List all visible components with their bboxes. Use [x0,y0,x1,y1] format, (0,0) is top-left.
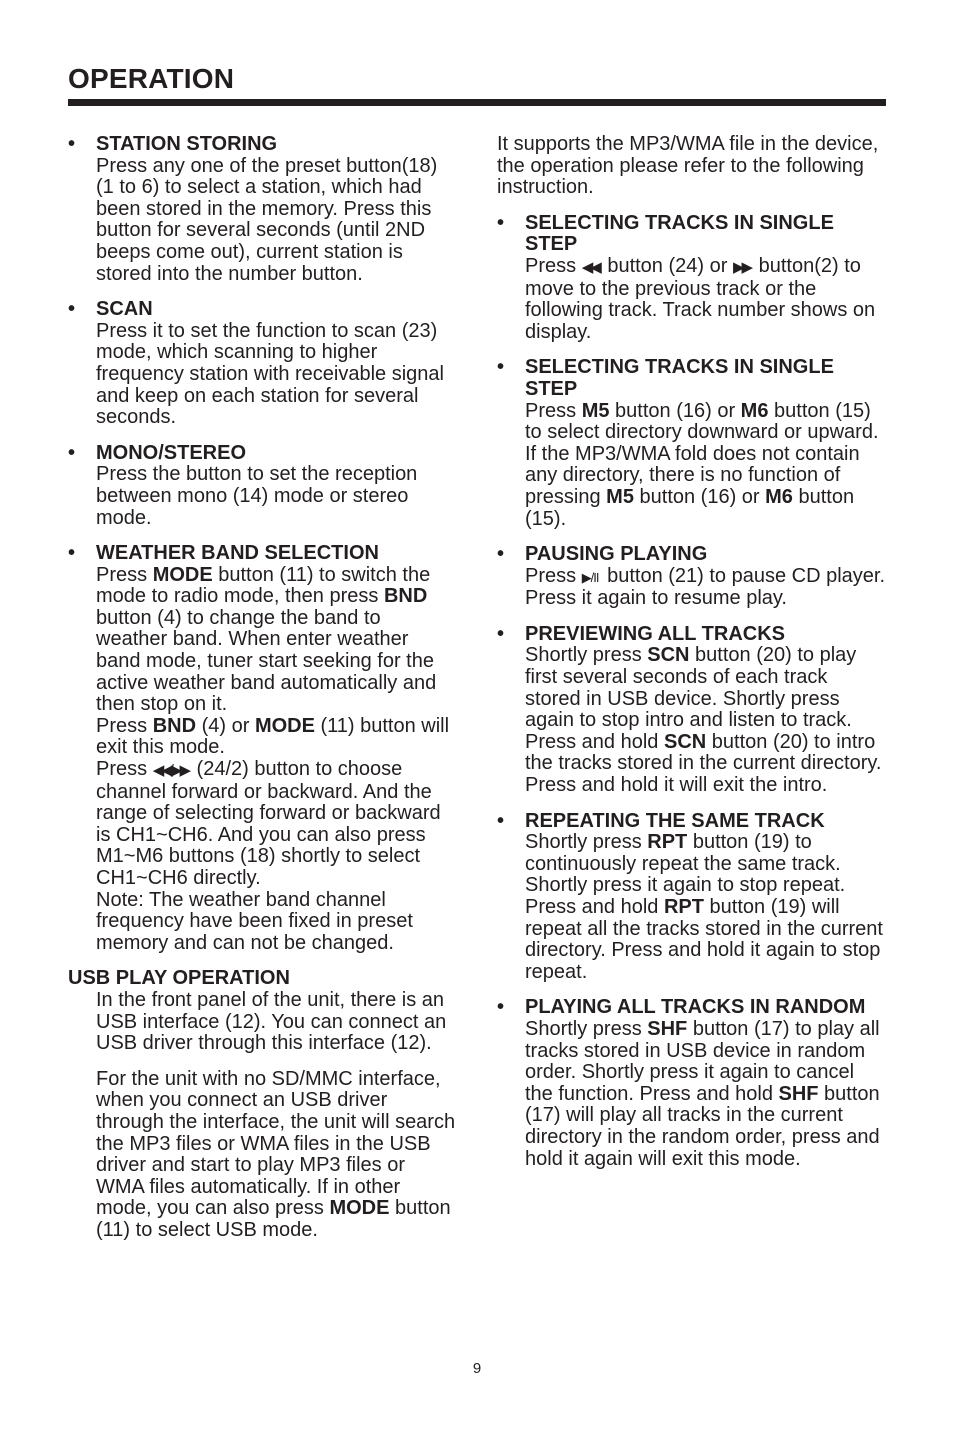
section-body: Press ▶/II button (21) to pause CD player. Press it again to resume play. [525,564,886,610]
section-body: Shortly press SCN button (20) to play first several seconds of each track stored in USB device. Shortly press again to stop intro and listen to track. Press and hold SCN button (20) to intro the tracks stored in the current directory. Press and hold it will exit the intro. [525,644,882,797]
section-body: Press it to set the function to scan (23) mode, which scanning to higher frequency station with receivable signal and keep on each station for several seconds. [96,319,444,429]
bullet-icon: • [68,542,76,565]
page-number: 9 [472,1360,482,1377]
bullet-icon: • [497,211,505,234]
mp3-intro: It supports the MP3/WMA file in the device, the operation please refer to the following instruction. [497,133,879,199]
bullet-icon: • [497,622,505,645]
section-heading: STATION STORING [96,133,278,155]
bullet-icon: • [497,809,505,832]
usb-paragraph-2: For the unit with no SD/MMC interface, when you connect an USB driver through the interface, the unit will search the MP3 files or WMA files in the USB driver and start to play MP3 files or WMA files automatically. If in other mode, you can also press MODE button (11) to select USB mode. [96,1067,456,1241]
section-body: Press any one of the preset button(18) (1 to 6) to select a station, which had been stored in the memory. Press this button for several seconds (until 2ND beeps come out), current station is stored into the number button. [96,154,438,285]
section-body: Press the button to set the reception between mono (14) mode or stereo mode. [96,463,418,529]
bullet-icon: • [497,543,505,566]
weather-paragraph-3: Press ◀◀/▶▶ (24/2) button to choose channel forward or backward. And the range of selecting forward or backward is CH1~CH6. And you can also press M1~M6 buttons (18) shortly to select CH1~CH6 directly. [96,758,441,889]
bullet-icon: • [497,356,505,379]
prev-next-icon: ◀◀/▶▶ [152,762,188,780]
section-pausing [497,544,887,610]
bullet-icon: • [68,441,76,464]
section-body: Press M5 button (16) or M6 button (15) to select directory downward or upward. If the MP3/WMA fold does not contain any directory, there is no function of pressing M5 button (16) or M6 button (15). [525,399,879,530]
bnd-button-ref: BND [383,585,428,608]
section-heading: SCAN [96,298,153,321]
bnd-button-ref: BND [152,714,197,737]
section-body: Shortly press RPT button (19) to continuously repeat the same track. Shortly press it again to stop repeat. Press and hold RPT button (19) will repeat all the tracks stored in the current directory. Press and hold it again to stop repeat. [525,831,883,983]
section-body: Press ◀◀ button (24) or ▶▶ button(2) to move to the previous track or the following track. Track number shows on display. [525,254,876,343]
bullet-icon: • [68,298,76,321]
section-repeating [497,811,887,984]
section-heading: PAUSING PLAYING [525,543,708,566]
section-heading: PLAYING ALL TRACKS IN RANDOM [525,996,866,1019]
section-heading: REPEATING THE SAME TRACK [525,809,825,832]
section-previewing [497,624,887,797]
weather-paragraph-1: Press MODE button (11) to switch the mode to radio mode, then press BND button (4) to change the band to weather band. When enter weather band mode, tuner start seeking for the active weather band automatically and then stop on it. [96,563,437,716]
page-title: OPERATION [68,63,235,94]
title-rule [68,99,886,106]
section-heading: SELECTING TRACKS IN SINGLE STEP [525,356,834,400]
section-body: Shortly press SHF button (17) to play all tracks stored in USB device in random order. Shortly press it again to cancel the function. Press and hold SHF button (17) will play all tracks in the current directory in the random order, press and hold it again will exit this mode. [525,1017,880,1170]
play-pause-icon: ▶/II [581,569,599,585]
mode-button-ref: MODE [329,1197,390,1220]
mode-button-ref: MODE [152,563,213,586]
left-column [68,134,457,1256]
section-usb-play [68,968,457,1241]
section-random [497,997,887,1170]
usb-paragraph-1: In the front panel of the unit, there is an USB interface (12). You can connect an USB driver through this interface (12). [96,988,447,1055]
section-heading: SELECTING TRACKS IN SINGLE STEP [525,211,834,256]
section-scan [68,299,457,429]
section-heading: WEATHER BAND SELECTION [96,542,379,565]
section-heading: USB PLAY OPERATION [68,967,290,990]
right-column [497,134,887,1184]
bullet-icon: • [497,996,505,1019]
section-station-storing [68,134,457,285]
mode-button-ref: MODE [254,714,315,737]
rewind-icon: ◀◀ [581,258,599,276]
section-heading: PREVIEWING ALL TRACKS [525,622,786,645]
bullet-icon: • [68,133,76,155]
weather-paragraph-2: Press BND (4) or MODE (11) button will exit this mode. [96,714,450,759]
section-weather-band [68,543,457,954]
section-tracks-single-step-2 [497,357,887,530]
section-mono-stereo [68,443,457,529]
section-heading: MONO/STEREO [96,441,247,464]
weather-note: Note: The weather band channel frequency have been fixed in preset memory and can not be changed. [96,888,413,954]
fast-forward-icon: ▶▶ [732,258,751,276]
section-tracks-single-step-1 [497,213,887,344]
